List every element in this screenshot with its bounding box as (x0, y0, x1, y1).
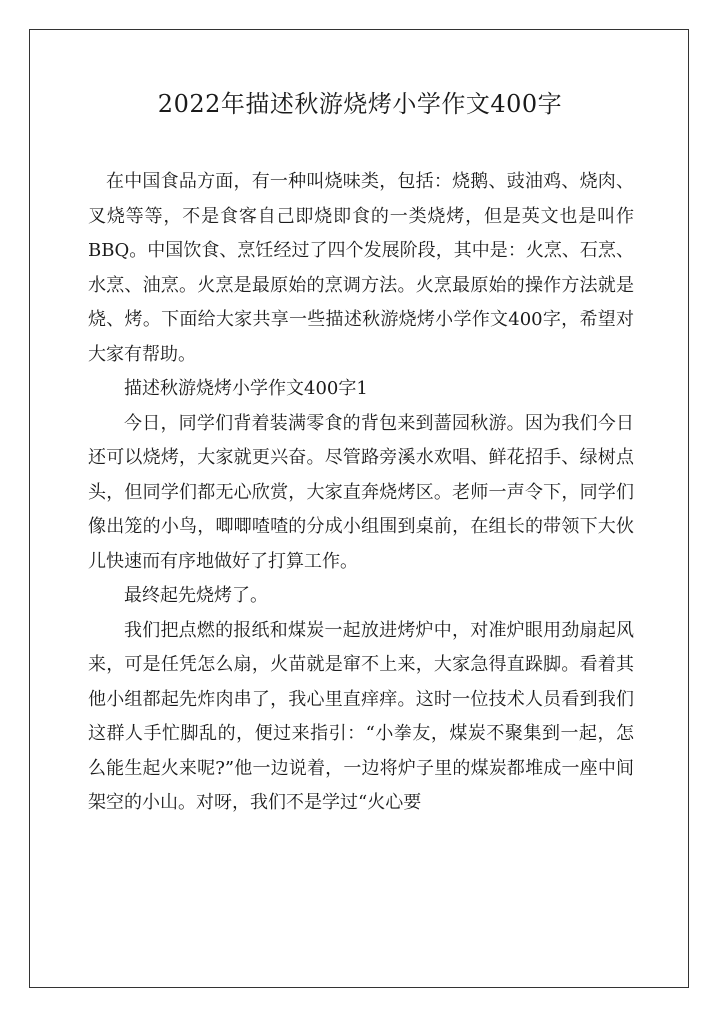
paragraph-body: 最终起先烧烤了。 (124, 585, 268, 606)
document-body (88, 165, 634, 821)
paragraph-intro: 在中国食品方面，有一种叫烧味类，包括：烧鹅、豉油鸡、烧肉、叉烧等等，不是食客自己即烧即食的一类烧烤，但是英文也是叫作BBQ。中国饮食、烹饪经过了四个发展阶段，其中是：火烹、石烹、水烹、油烹。火烹是最原始的烹调方法。火烹最原始的操作方法就是烧、烤。下面给大家共享一些描述秋游烧烤小学作文400字，希望对大家有帮助。 (88, 171, 634, 365)
paragraph-subtitle: 描述秋游烧烤小学作文400字1 (124, 378, 368, 399)
paragraph-body: 今日，同学们背着装满零食的背包来到蔷园秋游。因为我们今日还可以烧烤，大家就更兴奋。尽管路旁溪水欢唱、鲜花招手、绿树点头，但同学们都无心欣赏，大家直奔烧烤区。老师一声令下，同学们像出笼的小鸟，唧唧喳喳的分成小组围到桌前，在组长的带领下大伙儿快速而有序地做好了打算工作。 (88, 412, 634, 572)
document-title: 2022年描述秋游烧烤小学作文400字 (157, 90, 563, 118)
paragraph-body: 我们把点燃的报纸和煤炭一起放进烤炉中，对准炉眼用劲扇起风来，可是任凭怎么扇，火苗就是窜不上来，大家急得直跺脚。看着其他小组都起先炸肉串了，我心里直痒痒。这时一位技术人员看到我们这群人手忙脚乱的，便过来指引：“小拳友，煤炭不聚集到一起，怎么能生起火来呢?”他一边说着，一边将炉子里的煤炭都堆成一座中间架空的小山。对呀，我们不是学过“火心要 (88, 619, 634, 813)
